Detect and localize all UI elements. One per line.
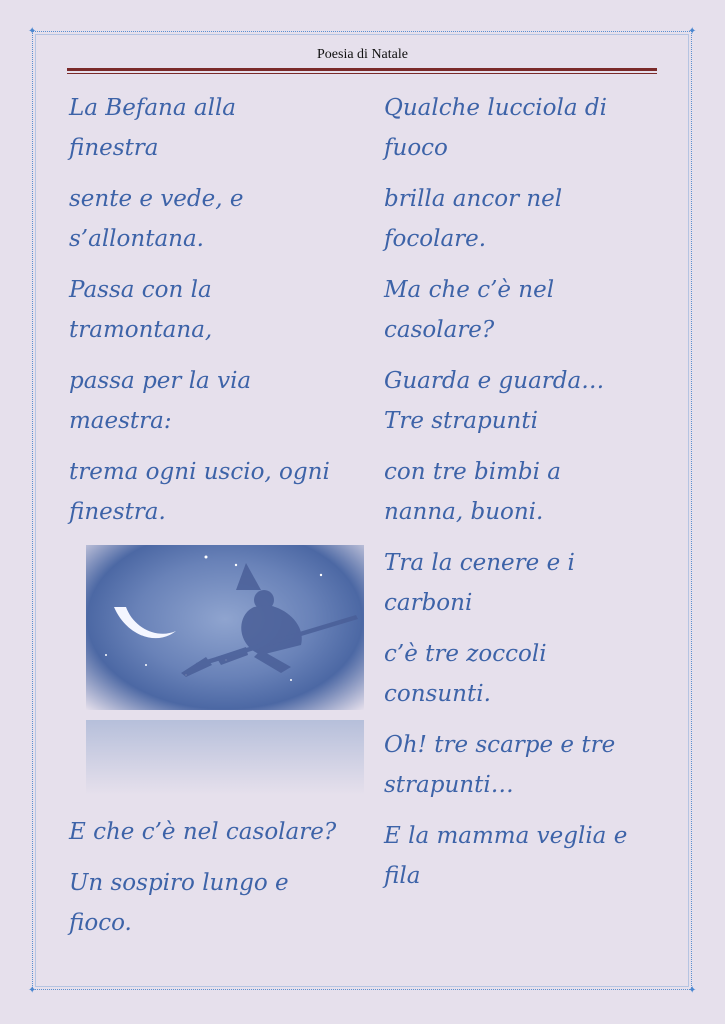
stanza: Qualche lucciola di fuoco — [384, 95, 607, 161]
star-icon — [290, 679, 292, 681]
page-header-title: Poesia di Natale — [317, 47, 408, 62]
left-column-bottom — [69, 812, 359, 954]
header-rule-thin — [67, 73, 657, 74]
star-icon — [235, 564, 237, 566]
stanza: Tra la cenere e i carboni — [384, 550, 575, 616]
stanza: brilla ancor nel focolare. — [384, 186, 563, 252]
stanza: con tre bimbi a nanna, buoni. — [384, 459, 562, 525]
corner-ornament-icon: ✦ — [28, 26, 37, 37]
stanza: trema ogni uscio, ogni finestra. — [69, 459, 330, 525]
moon-icon — [114, 607, 176, 638]
stanza: c’è tre zoccoli consunti. — [384, 641, 547, 707]
star-icon — [145, 664, 147, 666]
stanza: passa per la via maestra: — [69, 368, 252, 434]
corner-ornament-icon: ✦ — [688, 26, 697, 37]
stanza: Passa con la tramontana, — [69, 277, 213, 343]
stanza: Un sospiro lungo e fioco. — [69, 870, 289, 936]
corner-ornament-icon: ✦ — [688, 985, 697, 996]
stanza: La Befana alla finestra — [69, 95, 237, 161]
witch-on-broom-moon-icon — [86, 545, 364, 795]
left-column — [69, 88, 359, 543]
star-icon — [205, 556, 208, 559]
befana-illustration — [86, 545, 364, 795]
stanza: Guarda e guarda… Tre strapunti — [384, 368, 605, 434]
stanza: Ma che c’è nel casolare? — [384, 277, 555, 343]
stanza: sente e vede, e s’allontana. — [69, 186, 244, 252]
star-icon — [105, 654, 107, 656]
stanza: E la mamma veglia e fila — [384, 823, 628, 889]
header-rule — [67, 68, 657, 71]
right-column — [384, 88, 674, 907]
stanza: Oh! tre scarpe e tre strapunti… — [384, 732, 616, 798]
stanza: E che c’è nel casolare? — [69, 819, 337, 845]
witch-silhouette — [181, 563, 358, 677]
corner-ornament-icon: ✦ — [28, 985, 37, 996]
star-icon — [320, 574, 322, 576]
